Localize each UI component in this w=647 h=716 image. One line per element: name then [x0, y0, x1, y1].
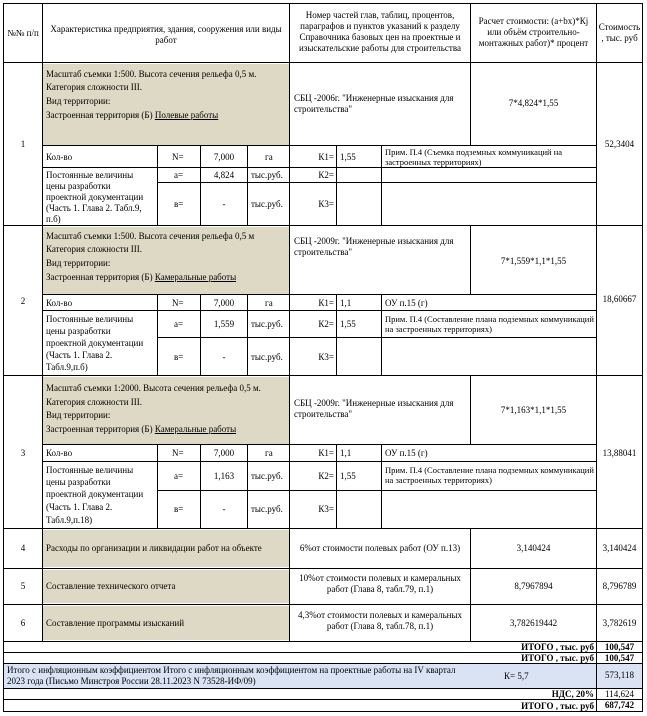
section-3-qty-label-cell [42, 444, 158, 462]
k1-cell [289, 294, 337, 311]
base-label-line: цены разработки [46, 477, 111, 487]
row-6-name-cell [42, 604, 290, 642]
n-unit: га [265, 152, 273, 162]
section-2-title-cell [42, 225, 290, 295]
row-5-ref: 10%от стоимости полевых и камеральных работ (Глава 8, табл.79, п.1) [299, 573, 461, 594]
section-2-ref-cell [289, 225, 471, 295]
k3-remark-cell [381, 182, 597, 226]
a-sym: а= [174, 471, 184, 481]
itogo-3-label: ИТОГО , тыс. руб [521, 701, 594, 711]
header-cost-cell [596, 3, 643, 63]
section-3-title-line: Категория сложности III. [46, 397, 143, 407]
a-val: 1,163 [213, 471, 235, 481]
b-unit: тыс.руб. [251, 352, 283, 362]
row-5-num-cell [3, 568, 43, 605]
b-sym: в= [174, 504, 184, 514]
a-unit: тыс.руб. [251, 170, 283, 180]
n-sym: N= [172, 448, 184, 458]
section-1-num-cell [3, 62, 43, 226]
header-num: №№ п/п [7, 28, 39, 38]
row-4-ref: 6%от стоимости полевых работ (ОУ п.13) [299, 543, 461, 553]
header-ref-cell [289, 3, 471, 63]
section-3-num-cell [3, 375, 43, 529]
inflation-row [3, 663, 643, 689]
section-3-title-line: Масштаб съемки 1:2000. Высота сечения рельефа 0,5 м. [46, 383, 261, 393]
base-label-line: проектной документации [46, 192, 144, 202]
n-val: 7,000 [213, 448, 235, 458]
k2-label: К2= [318, 170, 334, 180]
a-val-cell [200, 461, 248, 491]
k2-cell [289, 167, 337, 183]
section-1-formula: 7*4,824*1,55 [508, 98, 559, 108]
k3-cell [289, 182, 337, 226]
section-3-formula-cell [470, 375, 597, 445]
b-unit-cell [247, 337, 290, 376]
k2-label: К2= [318, 471, 334, 481]
inflation-value: 573,118 [605, 670, 634, 680]
section-3-formula: 7*1,163*1,1*1,55 [500, 405, 567, 415]
k1-remark-cell [381, 145, 597, 168]
k1-label: К1= [318, 298, 334, 308]
section-2-qty-label-cell [42, 294, 158, 311]
b-unit-cell [247, 490, 290, 529]
k1-label: К1= [318, 448, 334, 458]
b-unit: тыс.руб. [251, 199, 283, 209]
section-2-title-line: Застроенная территория (Б) Камеральные работы [46, 272, 237, 282]
row-5-cost-cell [596, 568, 643, 605]
k2-cell [289, 310, 337, 338]
n-val-cell [200, 145, 248, 168]
row-6-ref: 4,3%от стоимости полевых и камеральных работ (Глава 8, табл.78, п.1) [297, 610, 463, 631]
row-4-cost-cell [596, 528, 643, 569]
section-1-base-label-cell [42, 167, 158, 226]
a-sym-cell [157, 167, 201, 183]
section-3-title-line: Застроенная территория (Б) Камеральные работы [46, 424, 237, 434]
n-val-cell [200, 444, 248, 462]
section-3-ref-cell [289, 375, 471, 445]
qty-label: Кол-во [46, 448, 73, 458]
row-6-cost: 3,782619 [602, 618, 637, 628]
a-sym: а= [174, 170, 184, 180]
a-val: 1,559 [213, 319, 235, 329]
n-sym-cell [157, 145, 201, 168]
k2-remark: Прим. П.4 (Составление плана подземных коммуникаций на застроенных территориях) [385, 465, 594, 485]
k1-val-cell [336, 294, 382, 311]
section-1-cost: 52,3404 [604, 139, 635, 149]
row-6-num-cell [3, 604, 43, 642]
itogo-1-value: 100,547 [604, 642, 635, 652]
k3-label: К3= [318, 352, 334, 362]
section-2-num-cell [3, 225, 43, 376]
a-unit-cell [247, 167, 290, 183]
n-sym: N= [172, 298, 184, 308]
header-calc: Расчет стоимости: (а+bх)*Кj или объём строительно-монтажных работ)* процент [478, 16, 589, 48]
k2-val-cell [336, 310, 382, 338]
b-val: - [222, 352, 226, 362]
section-1-title-line: Вид территории: [46, 96, 111, 106]
k1-label: К1= [318, 152, 334, 162]
k1-cell [289, 145, 337, 168]
b-unit: тыс.руб. [251, 504, 283, 514]
k3-remark-cell [381, 490, 597, 529]
base-label-line: Табл.9,п.18) [46, 515, 93, 525]
k3-val-cell [336, 182, 382, 226]
section-3-cost-cell [596, 375, 643, 529]
base-label-line: Табл.9,п.б) [46, 362, 88, 372]
row-6-ref-cell [289, 604, 471, 642]
a-unit: тыс.руб. [251, 471, 283, 481]
b-val-cell [200, 182, 248, 226]
section-1-title-line: Категория сложности III. [46, 82, 143, 92]
nds-label: НДС, 20% [551, 689, 594, 699]
section-1-title-cell [42, 62, 290, 146]
a-sym: а= [174, 319, 184, 329]
b-sym: в= [174, 352, 184, 362]
k2-val: 1,55 [340, 319, 356, 329]
n-unit: га [265, 448, 273, 458]
k2-val-cell [336, 167, 382, 183]
row-4-name-cell [42, 528, 290, 569]
base-label-line: Постоянные величины [46, 170, 134, 180]
k1-note-cell [381, 444, 597, 462]
section-1-cost-cell [596, 62, 643, 226]
section-3-title-cell [42, 375, 290, 445]
itogo-row-3 [3, 699, 643, 712]
a-unit-cell [247, 461, 290, 491]
itogo-1-label: ИТОГО , тыс. руб [521, 642, 594, 652]
b-sym-cell [157, 490, 201, 529]
b-val: - [222, 199, 226, 209]
row-4-calc: 3,140424 [516, 543, 551, 553]
base-label-line: цены разработки [46, 181, 111, 191]
section-1-num: 1 [20, 139, 26, 149]
row-5-name-cell [42, 568, 290, 605]
header-char: Характеристика предприятия, здания, сооружения или виды работ [50, 24, 282, 45]
n-sym: N= [172, 152, 184, 162]
k2-remark-cell [381, 310, 597, 338]
k1-note: ОУ п.15 (г) [385, 448, 428, 458]
base-label-line: Постоянные величины [46, 314, 134, 324]
b-unit-cell [247, 182, 290, 226]
base-label-line: проектной документации [46, 489, 144, 499]
nds-value: 114,624 [605, 689, 634, 699]
k3-val-cell [336, 337, 382, 376]
a-sym-cell [157, 461, 201, 491]
row-4-name: Расходы по организации и ликвидации работ на объекте [46, 543, 262, 553]
row-5-cost: 8,796789 [602, 581, 637, 591]
section-1-qty-label-cell [42, 145, 158, 168]
n-unit-cell [247, 444, 290, 462]
a-unit-cell [247, 310, 290, 338]
itogo-2-label: ИТОГО , тыс. руб [521, 653, 594, 663]
section-1-title-line: Застроенная территория (Б) Полевые работы [46, 110, 219, 120]
section-2-title-line: Масштаб съемки 1:500. Высота сечения рельефа 0,5 м [46, 231, 255, 241]
b-val-cell [200, 337, 248, 376]
inflation-k: К= 5,7 [504, 671, 529, 681]
k2-remark-cell [381, 461, 597, 491]
row-6-cost-cell [596, 604, 643, 642]
row-5-name: Составление технического отчета [46, 581, 176, 591]
header-cost: Стоимость , тыс. руб [598, 22, 641, 43]
section-3-num: 3 [20, 448, 26, 458]
section-2-base-label-cell [42, 310, 158, 376]
k2-label: К2= [318, 319, 334, 329]
header-calc-cell [470, 3, 597, 63]
row-5-calc: 8,7967894 [514, 581, 553, 591]
itogo-3-value: 687,742 [604, 700, 635, 710]
qty-label: Кол-во [46, 152, 73, 162]
section-2-cost-cell [596, 225, 643, 376]
header-ref: Номер частей глав, таблиц, процентов, параграфов и пунктов указаний к разделу Справочника базовых цен на проектные и изыскательские работы для строительства [299, 10, 461, 53]
qty-label: Кол-во [46, 298, 73, 308]
base-label-line: цены разработки [46, 326, 111, 336]
row-6-calc: 3,782619442 [509, 618, 558, 628]
k2-cell [289, 461, 337, 491]
k1-val: 1,55 [340, 152, 356, 162]
k3-remark-cell [381, 337, 597, 376]
row-4-calc-cell [470, 528, 597, 569]
a-val: 4,824 [213, 170, 235, 180]
base-label-line: (Часть 1. Глава 2. [46, 502, 113, 512]
row-6-name: Составление программы изысканий [46, 618, 185, 628]
k3-label: К3= [318, 199, 334, 209]
n-val: 7,000 [213, 298, 235, 308]
k2-remark: Прим. П.4 (Составление плана подземных коммуникаций на застроенных территориях) [385, 314, 594, 334]
k1-remark: Прим. П.4 (Съемка подземных коммуникаций на застроенных территориях) [385, 147, 563, 167]
section-2-title-line: Категория сложности III. [46, 244, 143, 254]
section-3-cost: 13,88041 [602, 448, 637, 458]
k1-val-cell [336, 145, 382, 168]
section-2-formula-cell [470, 225, 597, 295]
k1-val-cell [336, 444, 382, 462]
section-2-formula: 7*1,559*1,1*1,55 [500, 256, 567, 266]
section-1-ref: СБЦ -2006г. "Инженерные изыскания для строительства" [294, 93, 454, 114]
section-2-ref: СБЦ -2009г. "Инженерные изыскания для строительства" [294, 236, 454, 257]
inflation-text: Итого с инфляционным коэффициентом Итого с инфляционным коэффициентом на проектные работы на IV квартал 2023 года (Письмо Минстроя России 28.11.2023 N 73528-ИФ/09) [7, 665, 456, 686]
a-sym-cell [157, 310, 201, 338]
k3-label: К3= [318, 504, 334, 514]
b-val: - [222, 504, 226, 514]
k2-val: 1,55 [340, 471, 356, 481]
header-num-cell [3, 3, 43, 63]
k1-cell [289, 444, 337, 462]
base-label-line: (Часть 1. Глава 2. Табл.9, [46, 203, 142, 213]
base-label-line: (Часть 1. Глава 2. [46, 350, 113, 360]
n-unit-cell [247, 145, 290, 168]
row-6-calc-cell [470, 604, 597, 642]
k1-val: 1,1 [340, 448, 352, 458]
b-val-cell [200, 490, 248, 529]
n-sym-cell [157, 444, 201, 462]
a-val-cell [200, 167, 248, 183]
n-val-cell [200, 294, 248, 311]
section-3-ref: СБЦ -2009г. "Инженерные изыскания для строительства" [294, 398, 454, 419]
k1-val: 1,1 [340, 298, 352, 308]
k3-val-cell [336, 490, 382, 529]
k1-note: ОУ п.15 (г) [385, 298, 428, 308]
row-4-num-cell [3, 528, 43, 569]
k3-cell [289, 337, 337, 376]
b-sym-cell [157, 182, 201, 226]
base-label-line: Постоянные величины [46, 465, 134, 475]
b-sym: в= [174, 199, 184, 209]
row-4-cost: 3,140424 [602, 543, 637, 553]
row-4-ref-cell [289, 528, 471, 569]
itogo-2-value: 100,547 [604, 653, 635, 663]
k2-val-cell [336, 461, 382, 491]
row-5-calc-cell [470, 568, 597, 605]
row-5-ref-cell [289, 568, 471, 605]
n-val: 7,000 [213, 152, 235, 162]
base-label-line: п.б) [46, 214, 61, 224]
section-2-title-line: Вид территории: [46, 258, 111, 268]
section-2-cost: 18,60667 [602, 294, 637, 304]
k3-cell [289, 490, 337, 529]
section-2-num: 2 [20, 296, 26, 306]
row-4-num: 4 [20, 543, 26, 553]
header-char-cell [42, 3, 290, 63]
k2-remark-cell [381, 167, 597, 183]
n-unit-cell [247, 294, 290, 311]
a-val-cell [200, 310, 248, 338]
k1-note-cell [381, 294, 597, 311]
section-3-title-line: Вид территории: [46, 410, 111, 420]
n-sym-cell [157, 294, 201, 311]
row-6-num: 6 [20, 618, 26, 628]
row-5-num: 5 [20, 581, 26, 591]
base-label-line: проектной документации [46, 338, 144, 348]
section-3-base-label-cell [42, 461, 158, 529]
b-sym-cell [157, 337, 201, 376]
section-1-ref-cell [289, 62, 471, 146]
n-unit: га [265, 298, 273, 308]
a-unit: тыс.руб. [251, 319, 283, 329]
section-1-formula-cell [470, 62, 597, 146]
section-1-title-line: Масштаб съемки 1:500. Высота сечения рельефа 0,5 м. [46, 69, 257, 79]
